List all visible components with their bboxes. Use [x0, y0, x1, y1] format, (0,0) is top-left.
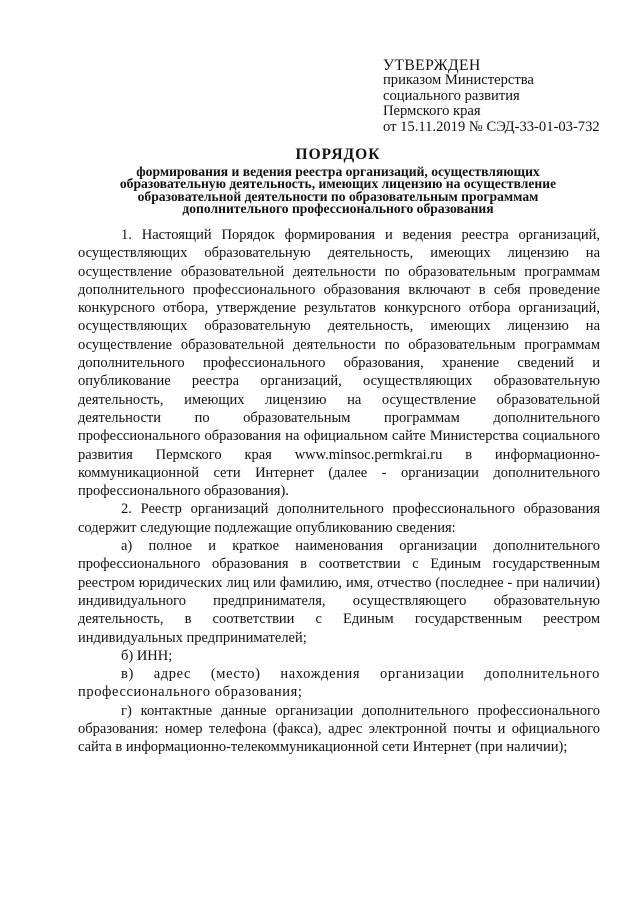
approval-line-1: приказом Министерства [383, 72, 534, 89]
approval-line-4: от 15.11.2019 № СЭД-33-01-03-732 [383, 118, 600, 135]
heading-line-3: образовательной деятельности по образовательным программам [137, 188, 539, 204]
paragraph-2c: в) адрес (место) нахождения организации дополнительного профессионального образования; [78, 666, 600, 701]
paragraph-2b: б) ИНН; [121, 647, 173, 664]
document-body [78, 226, 600, 757]
paragraph-2a: а) полное и краткое наименования организации дополнительного профессионального образования в соответствии с Единым государственным реестром юридических лиц или фамилию, имя, отчество (последнее - при наличии) индивидуального предпринимателя, осуществляющего образовательную деятельность, в соответствии с Единым государственным реестром индивидуальных предпринимателей; [78, 538, 600, 646]
document-title: ПОРЯДОК [295, 146, 381, 163]
approval-title: УТВЕРЖДЕН [383, 57, 481, 74]
paragraph-2: 2. Реестр организаций дополнительного профессионального образования содержит следующие подлежащие опубликованию сведения: [78, 501, 600, 536]
heading-line-2: образовательную деятельность, имеющих лицензию на осуществление [119, 176, 557, 192]
heading-line-1: формирования и ведения реестра организаций, осуществляющих [136, 164, 540, 179]
approval-line-3: Пермского края [383, 103, 481, 120]
approval-stamp [383, 58, 600, 135]
approval-line-2: социального развития [383, 87, 520, 104]
paragraph-2d: г) контактные данные организации дополнительного профессионального образования: номер телефона (факса), адрес электронной почты и официального сайта в информационно-телекоммуникационной сети Интернет (при наличии); [78, 702, 600, 756]
heading-line-4: дополнительного профессионального образования [182, 201, 494, 217]
document-heading [78, 146, 598, 216]
paragraph-1: 1. Настоящий Порядок формирования и ведения реестра организаций, осуществляющих образовательную деятельность, имеющих лицензию на осуществление образовательной деятельности по образовательным программам дополнительного профессионального образования включают в себя проведение конкурсного отбора, утверждение результатов конкурсного отбора организаций, осуществляющих образовательную деятельность, имеющих лицензию на осуществление образовательной деятельности по образовательным программам дополнительного профессионального образования, хранение сведений и опубликование реестра организаций, осуществляющих образовательную деятельность, имеющих лицензию на осуществление образовательной деятельности по образовательным программам дополнительного профессионального образования на официальном сайте Министерства социального развития Пермского края www.minsoc.permkrai.ru в информационно-коммуникационной сети Интернет (далее - организации дополнительного профессионального образования). [78, 227, 600, 500]
